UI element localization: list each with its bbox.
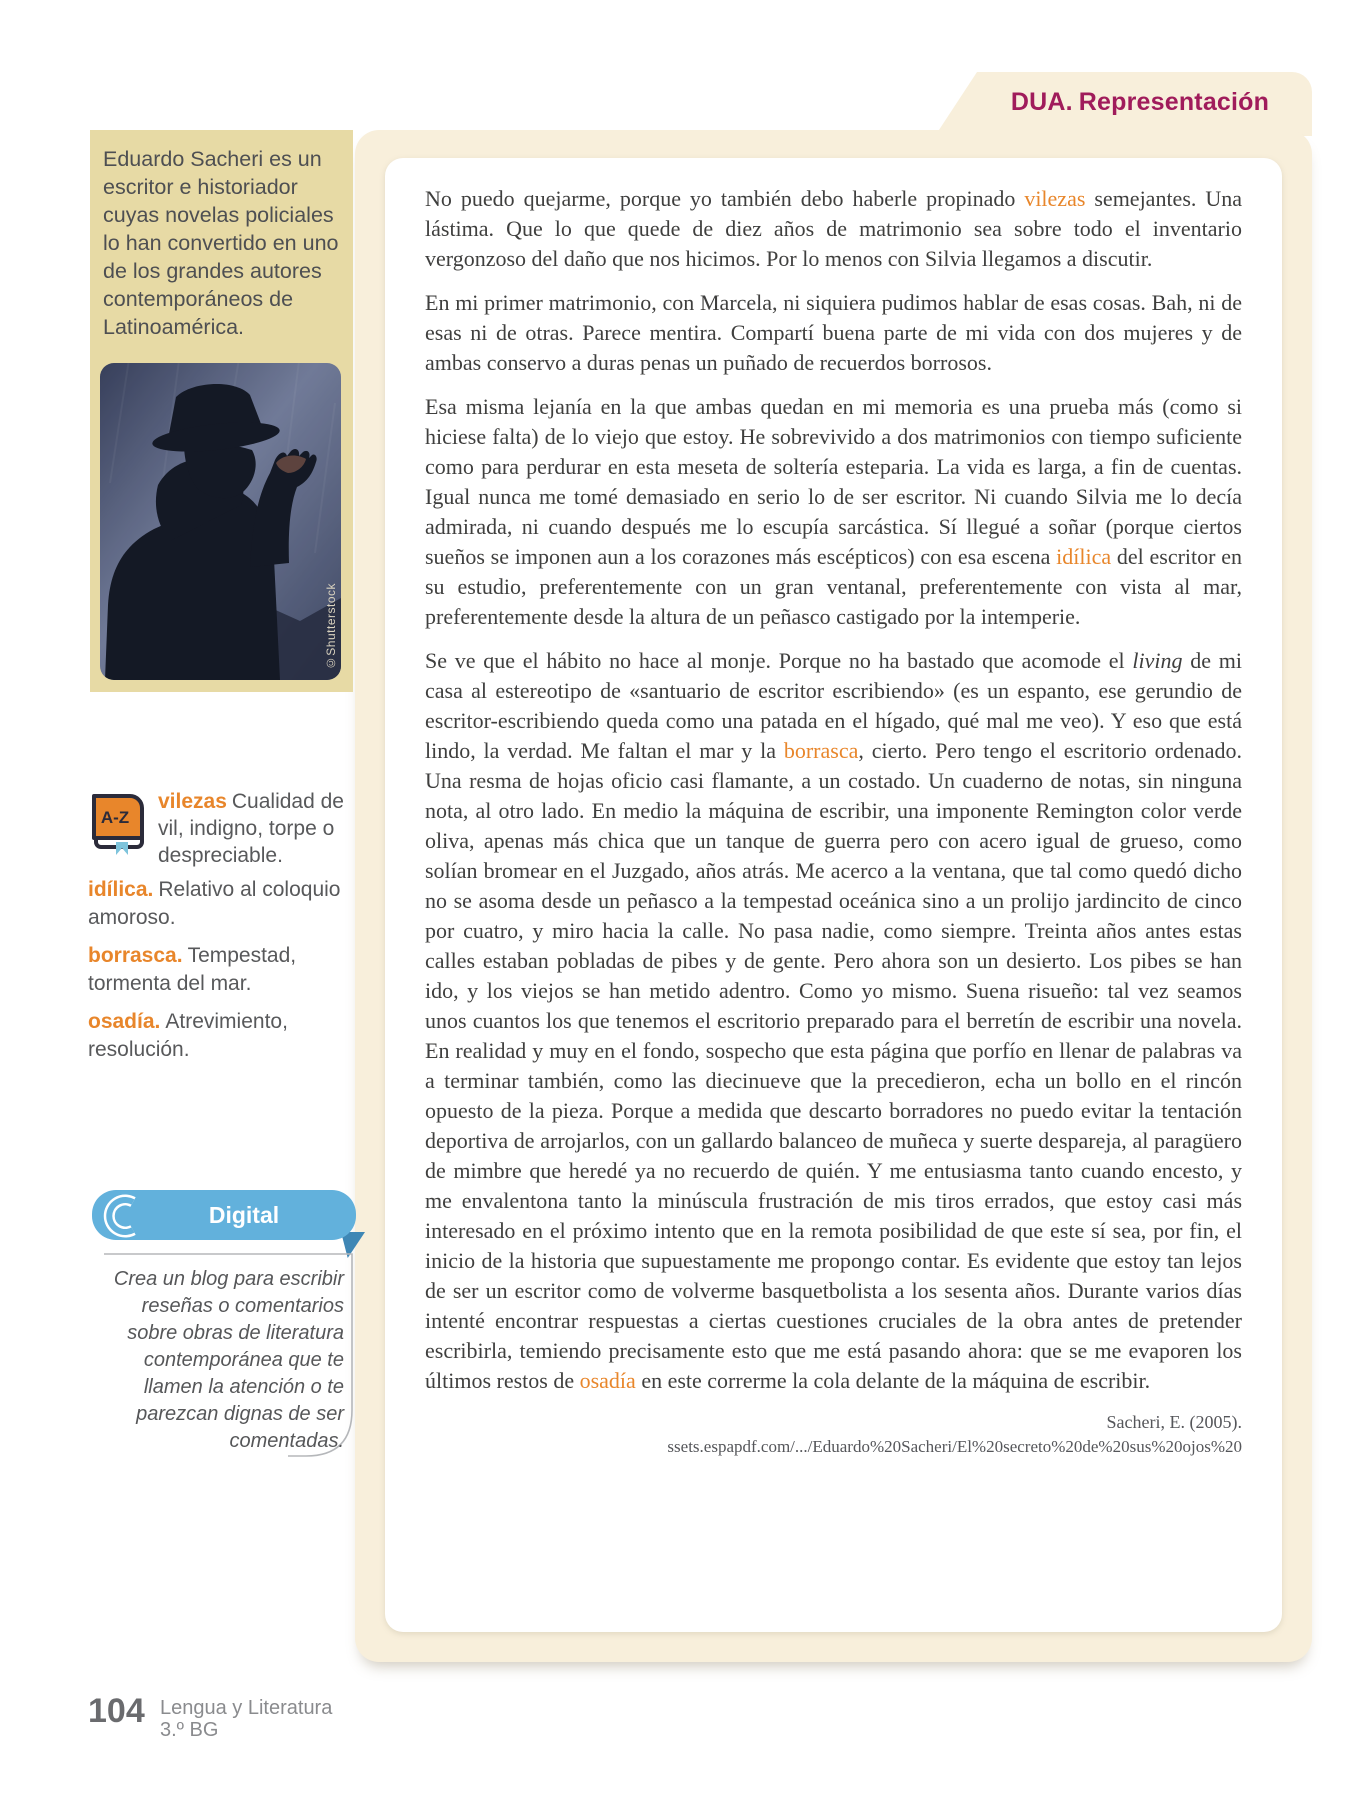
author-photo xyxy=(100,363,341,680)
glossary-definition: vilezas Cualidad de vil, indigno, torpe o despreciable. xyxy=(158,790,344,867)
svg-text:A-Z: A-Z xyxy=(100,808,130,827)
book-name: Lengua y Literatura xyxy=(160,1697,333,1719)
citation xyxy=(425,1410,1242,1459)
section-label: Representación xyxy=(1078,88,1270,116)
reading-paragraph: Se ve que el hábito no hace al monje. Porque no ha bastado que acomode el living de mi casa al estereotipo de «santuario de escritor escribiendo» (es un espanto, ese gerundio de escritor-escribiendo queda como una patada en el hígado, qué mal me veo). Y eso que está lindo, la verdad. Me faltan el mar y la borrasca, cierto. Pero tengo el escritorio ordenado. Una resma de hojas oficio casi flamante, a un costado. Un cuaderno de notas, sin ninguna nota, al otro lado. En medio la máquina de escribir, una imponente Remington color verde oliva, apenas más chica que un tanque de guerra pero con acero igual de grueso, como solían bromear en el Juzgado, años atrás. Me acerco a la ventana, que tal como quedó dicho no se asoma desde un peñasco a la tempestad oceánica sino a un prolijo jardincito de cinco por cuatro, y miro hacia la calle. No pasa nadie, como siempre. Treinta años antes estas calles estaban pobladas de pibes y de gente. Pero ahora son un desierto. Los pibes se han ido, y los viejos se han metido adentro. Como yo mismo. Suena risueño: tal vez seamos unos cuantos los que tenemos el escritorio preparado para el berretín de escribir una novela. En realidad y muy en el fondo, sospecho que esta página que porfío en llenar de palabras va a terminar también, como las diecinueve que la precedieron, echa un bollo en el rincón opuesto de la pieza. Porque a medida que descarto borradores no puedo evitar la tentación deportiva de arrojarlos, con un gallardo balanceo de muñeca y suerte despareja, al paragüero de mimbre que heredé ya no recuerdo de quién. Y me entusiasma tanto cuando encesto, y me envalentona tanto la minúscula frustración de mis tiros errados, que estoy casi más interesado en el próximo intento que en la remota posibilidad de que este sí sea, por fin, el inicio de la historia que supuestamente me propongo contar. Es evidente que estoy tan lejos de ser un escritor como de volverme basquetbolista a los sesenta años. Durante varios días intenté encontrar respuestas a ciertas cuestiones cruciales de la obra antes de pretender escribirla, temiendo precisamente esto que me está pasando ahora: que se me evaporen los últimos restos de osadía en este correrme la cola delante de la máquina de escribir. xyxy=(425,648,1242,1393)
c-ring-icon xyxy=(102,1193,148,1239)
glossary-term: borrasca. xyxy=(88,944,183,967)
grade-level: 3.º BG xyxy=(160,1719,219,1741)
author-bio-text: Eduardo Sacheri es un escritor e historiador cuyas novelas policiales lo han convertido en uno de los grandes autores contemporáneos de Latinoamérica. xyxy=(103,147,339,339)
a-z-dictionary-icon xyxy=(88,792,148,856)
glossary-entry: idílica. Relativo al coloquio amoroso. xyxy=(88,878,341,929)
glossary-entry xyxy=(88,788,356,869)
glossary-term: idílica. xyxy=(88,878,154,901)
citation-author: Sacheri, E. (2005). xyxy=(1106,1412,1242,1432)
glossary-entry: osadía. Atrevimiento, resolución. xyxy=(88,1010,288,1061)
reading-text-box xyxy=(385,158,1282,1632)
citation-source: ssets.espapdf.com/.../Eduardo%20Sacheri/El%20secreto%20de%20sus%20ojos%20 xyxy=(667,1437,1242,1456)
man-with-fedora-illustration xyxy=(100,363,341,680)
page-section-header xyxy=(990,72,1290,132)
glossary-entry: borrasca. Tempestad, tormenta del mar. xyxy=(88,944,297,995)
digital-title: Digital xyxy=(208,1202,280,1228)
digital-badge xyxy=(92,1190,356,1240)
glossary-term: vilezas xyxy=(158,790,227,813)
digital-instruction: Crea un blog para escribir reseñas o comentarios sobre obras de literatura contemporánea que te llamen la atención o te parezcan dignas de ser comentadas. xyxy=(113,1268,344,1452)
reading-paragraph: No puedo quejarme, porque yo también debo haberle propinado vilezas semejantes. Una lástima. Que lo que quede de diez años de matrimonio sea sobre todo el inventario vergonzoso del daño que nos hicimos. Por lo menos con Silvia llegamos a discutir. xyxy=(425,186,1243,271)
reading-paragraph: Esa misma lejanía en la que ambas quedan en mi memoria es una prueba más (como si hiciese falta) de lo viejo que estoy. He sobrevivido a dos matrimonios con tiempo suficiente como para perdurar en esta meseta de soltería esteparia. La vida es larga, a fin de cuentas. Igual nunca me tomé demasiado en serio lo de ser escritor. Ni cuando Silvia me lo decía admirada, ni cuando después me lo escupía sarcástica. Sí llegué a soñar (porque ciertos sueños se imponen aun a los corazones más escépticos) con esa escena idílica del escritor en su estudio, preferentemente con un gran ventanal, preferentemente con vista al mar, preferentemente desde la altura de un peñasco castigado por la intemperie. xyxy=(425,394,1243,629)
glossary-term: osadía. xyxy=(88,1010,161,1033)
photo-credit: ©Shutterstock xyxy=(324,582,338,670)
dua-label: DUA. xyxy=(1010,88,1073,116)
page-number: 104 xyxy=(88,1692,145,1730)
reading-paragraph: En mi primer matrimonio, con Marcela, ni siquiera pudimos hablar de esas cosas. Bah, ni de esas ni de otras. Parece mentira. Compartí buena parte de mi vida con dos mujeres y de ambas conservo a duras penas un puñado de recuerdos borrosos. xyxy=(425,290,1242,375)
book-title xyxy=(160,1697,332,1741)
